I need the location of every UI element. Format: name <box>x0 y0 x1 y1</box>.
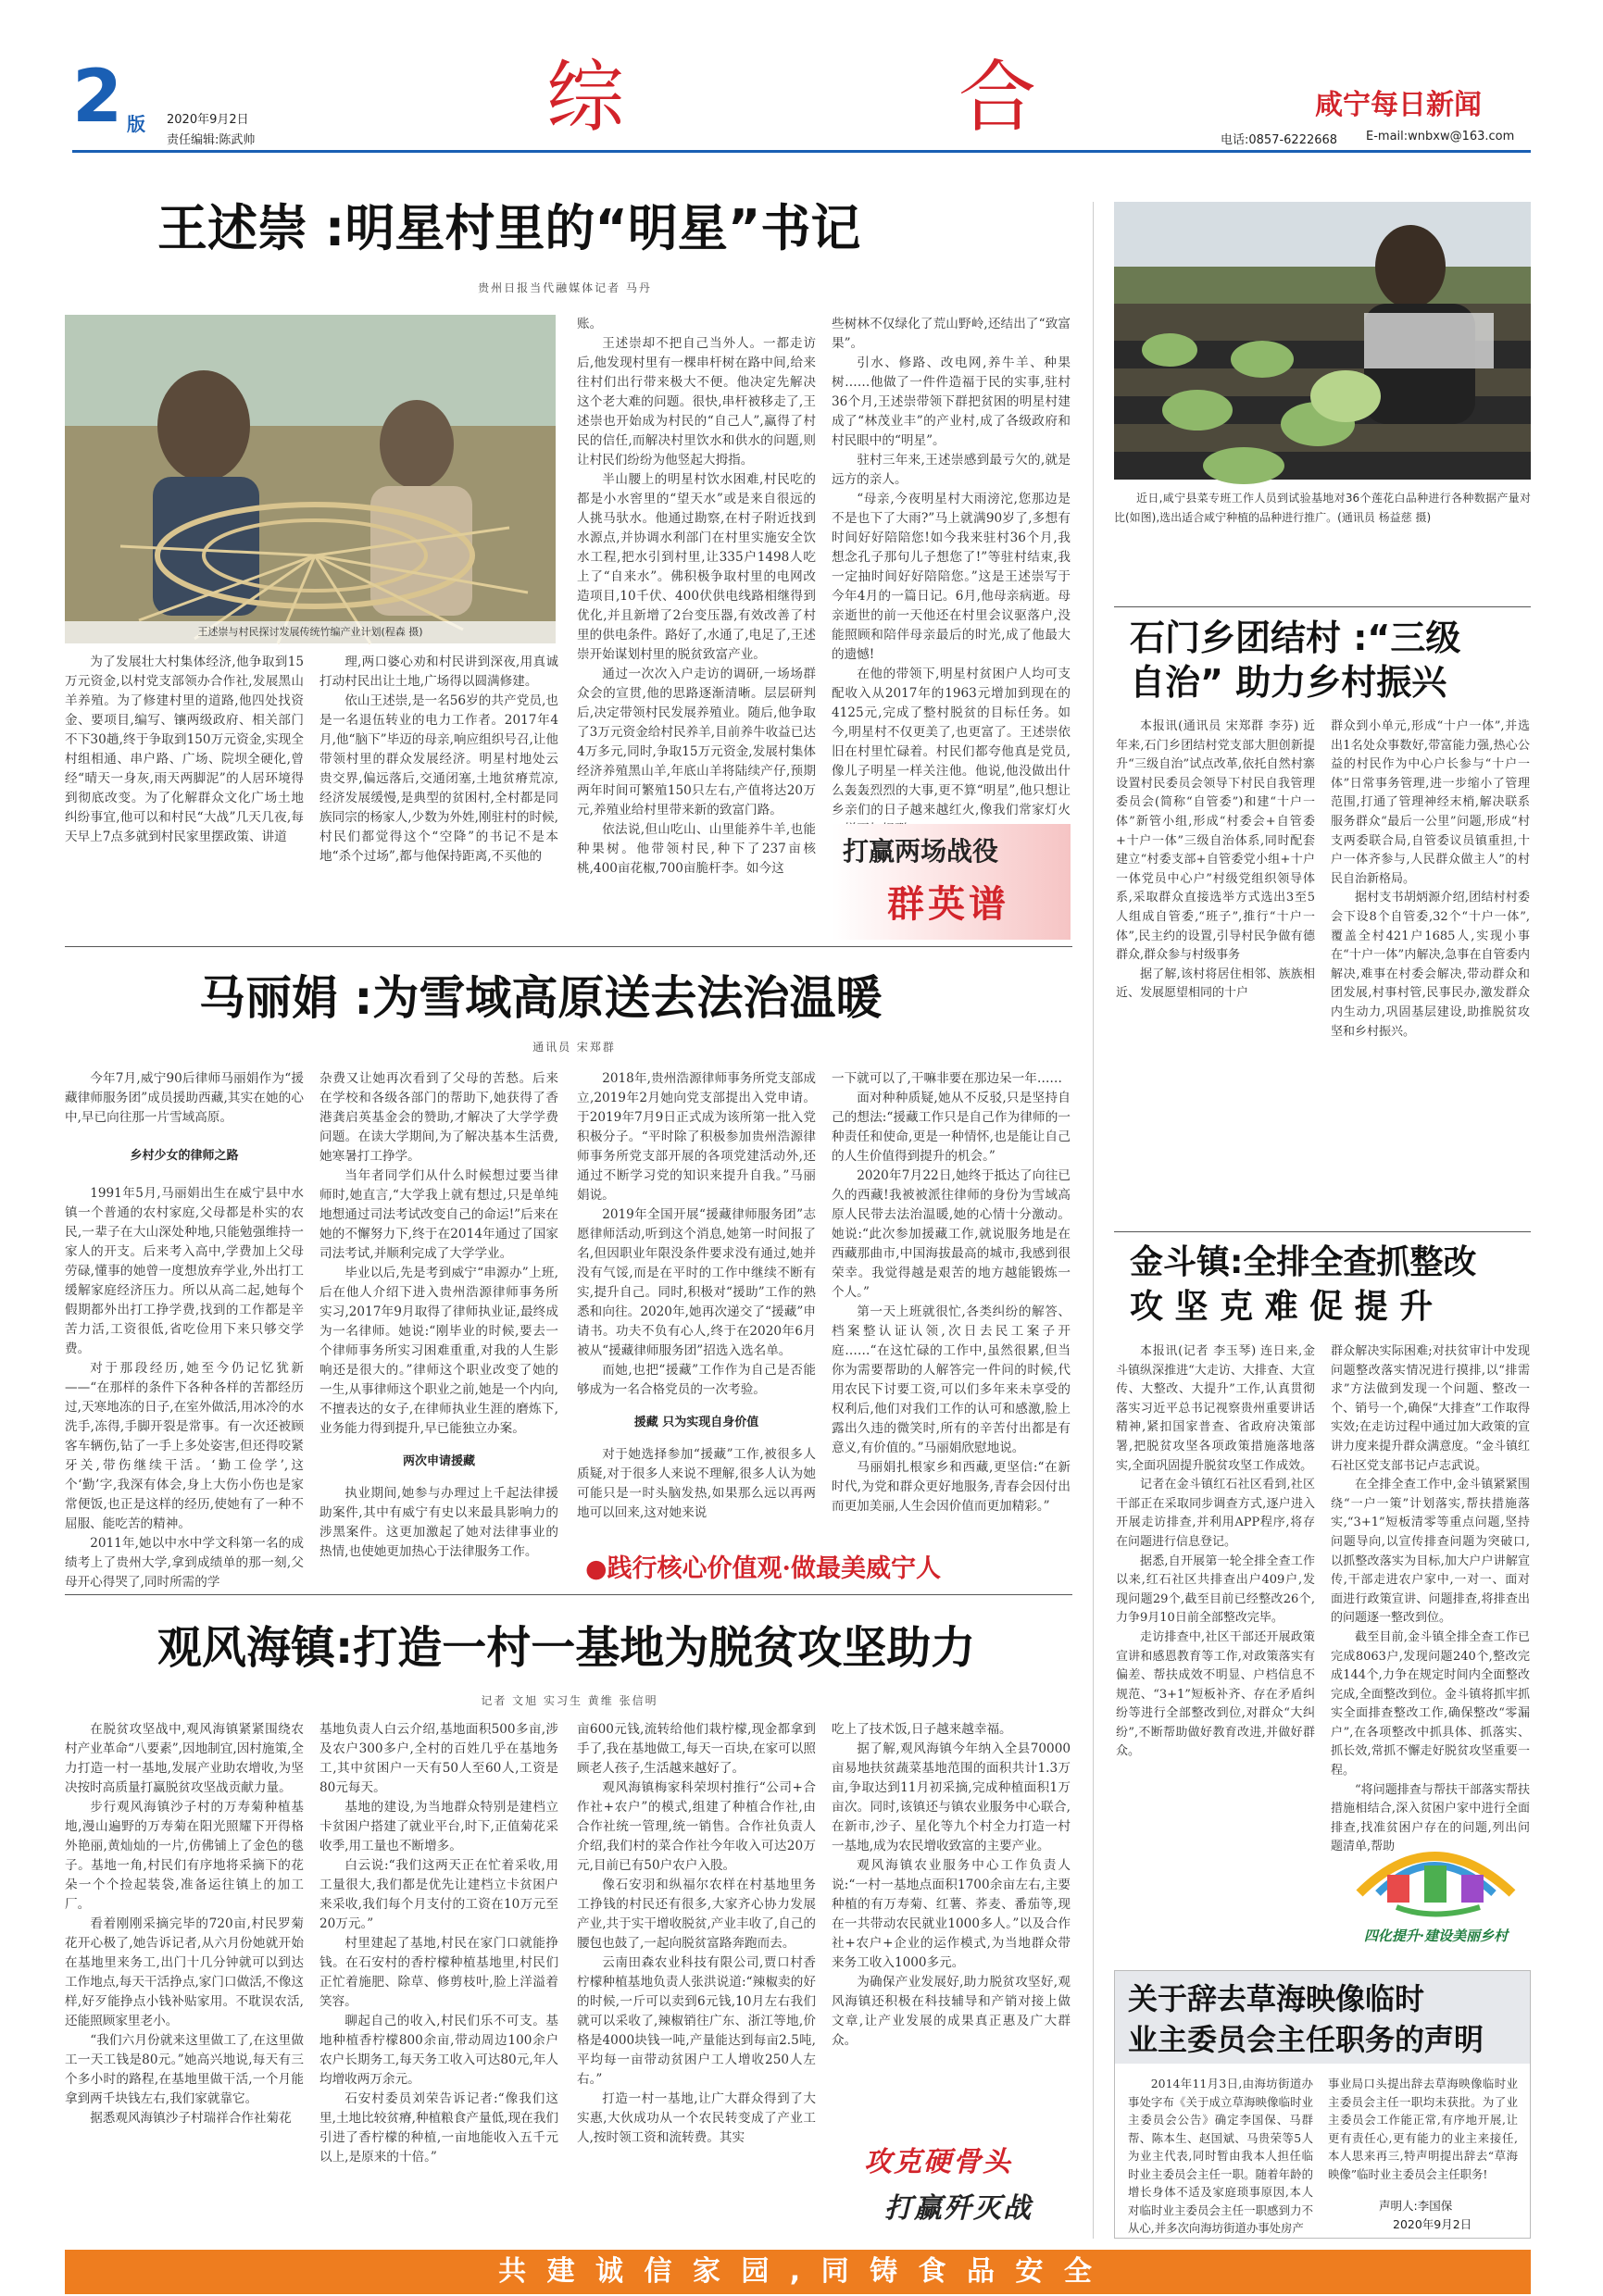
statement-col2: 事业局口头提出辞去草海映像临时业主委员会主任一职均未获批。为了业主委员会工作能正常,有序地开展,让更有责任心,更有能力的业主来接任,本人思来再三,特声明提出辞去“草海映像”临时业主委员会主任职务! <box>1328 2077 1518 2181</box>
article1-col2: 理,两口婆心劝和村民讲到深夜,用真诚打动村民出让土地,广场得以圆满修建。 依山王述崇,是一名56岁的共产党员,也是一名退伍转业的电力工作者。2017年4月,他“脑下”毕迈的母亲,响应组织号召,让他带领村里的群众发展经济。明星村地处云贵交界,偏远落后,交通闭塞,土地贫瘠荒凉,经济发展缓慢,是典型的贫困村,全村都是同族同宗的杨家人,少数为外姓,刚驻村的时候,村民们都觉得这个“空降”的书记不是本地“杀个过场”,都与他保持距离,不买他的 <box>319 655 558 864</box>
section-char-2: 合 <box>958 52 1037 143</box>
masthead-rule <box>72 150 1531 153</box>
banner1-line2: 群英谱 <box>887 882 1009 926</box>
article2-col2: 杂费又让她再次看到了父母的苦愁。后来在学校和各级各部门的帮助下,她获得了香港龚启英基金会的赞助,才解决了大学学费问题。在读大学期间,为了解决基本生活费,她寒暑打工挣学。 当年者同学们从什么时候想过要当律师时,她直言,“大学我上就有想过,只是单纯地想通过司法考试改变自己的命运!”后来在她的不懈努力下,终于在2014年通过了国家司法考试,并顺利完成了大学学业。 毕业以后,先是考到威宁“串源办”上班,后在他人介绍下进入贵州浩源律师事务所实习,2017年9月取得了律师执业证,最终成为一名律师。她说:“刚毕业的时候,要去一个律师事务所实习困难重重,对我的人生影响还是很大的。”律师这个职业改变了她的一生,从事律师这个职业之前,她是一个内向,不擅表达的女子,在律师执业生涯的磨炼下,业务能力得到提升,早已能独立办案。 两次申请援藏 执业期间,她参与办理过上千起法律援助案件,其中有威宁有史以来最具影响力的涉黑案件。这更加激起了她对法律事业的热情,也使她更加热心于法律服务工作。 <box>319 1071 558 1559</box>
article2-col3: 2018年,贵州浩源律师事务所党支部成立,2019年2月她向党支部提出入党申请。于2019年7月9日正式成为该所第一批入党积极分子。“平时除了积极参加贵州浩源律师事务所党支部开展的各项党建活动外,还通过不断学习党的知识来提升自我。”马丽娟说。 2019年全国开展“援藏律师服务团”志愿律师活动,听到这个消息,她第一时间报了名,但因职业年限没条件要求没有通过,她并没有气馁,而是在平时的工作中继续不断有实,提升自己。同时,积极对“援助”工作的熟悉和向往。2020年,她再次递交了“援藏”申请书。功夫不负有心人,终于在2020年6月被从“援藏律师服务团”招选入选名单。 而她,也把“援藏”工作作为自己是否能够成为一名合格党员的一次考验。 援藏 只为实现自身价值 对于她选择参加“援藏”工作,被很多人质疑,对于很多人来说不理解,很多人认为她可能只是一时头脑发热,如果那么远以再两地可以回来,这对她来说 <box>577 1071 816 1520</box>
paper-name: 咸宁每日新闻 <box>1315 89 1482 121</box>
rural-construction-logo <box>1341 1819 1531 1958</box>
statement-date: 2020年9月2日 <box>1393 2217 1472 2231</box>
article3-col1: 在脱贫攻坚战中,观风海镇紧紧围绕农村产业革命“八要素”,因地制宜,因村施策,全力打造一村一基地,发展产业助农增收,为坚决按时高质量打赢脱贫攻坚战贡献力量。 步行观风海镇沙子村的万寿菊种植基地,漫山遍野的万寿菊在阳光照耀下开得格外艳丽,黄灿灿的一片,仿佛铺上了金色的毯子。基地一角,村民们有序地将采摘下的花朵一个个捡起装袋,准备运往镇上的加工厂。 看着刚刚采摘完毕的720亩,村民罗菊花开心极了,她告诉记者,从六月份她就开始在基地里来务工,出门十几分钟就可以到达工作地点,每天干活挣点,家门口做活,不像这样,好歹能挣点小钱补贴家用。不耽误农活,还能照顾家里老小。 “我们六月份就来这里做工了,在这里做工一天工钱是80元。”她高兴地说,每天有三个多小时的路程,在基地里做干活,一个月能拿到两千块钱左右,我们家就靠它。 据悉观风海镇沙子村瑞祥合作社菊花 <box>65 1722 304 2126</box>
masthead <box>0 0 1603 157</box>
banner3-line1: 攻克硬骨头 <box>864 2146 1012 2178</box>
page-number: 2 <box>72 56 123 139</box>
jindou-title-line1: 金斗镇:全排全查抓整改 <box>1130 1243 1477 1281</box>
shimen-title-line2: 自治” 助力乡村振兴 <box>1130 662 1447 703</box>
article3-title: 观风海镇:打造一村一基地为脱贫攻坚助力 <box>157 1622 976 1674</box>
footer-banner <box>65 2250 1531 2294</box>
article2-col4: 一下就可以了,干嘛非要在那边呆一年…… 面对种种质疑,她从不反驳,只是坚持自己的想法:“援藏工作只是自己作为律师的一种责任和使命,更是一种情怀,也是能让自己的人生价值得到提升的机会。” 2020年7月22日,她终于抵达了向往已久的西藏!我被被派往律师的身份为雪域高原人民带去法治温暖,她的心情十分激动。她说:“此次参加援藏工作,就说服务地是在西藏那曲市,中国海拔最高的城市,我感到很荣幸。我觉得越是艰苦的地方越能锻炼一个人。” 第一天上班就很忙,各类纠纷的解答、档案整认证认领,次日去民工案子开庭……“在这忙碌的工作中,虽然很累,但当你为需要帮助的人解答完一件问的时候,代用农民下讨要工资,可以们多年来未享受的权利后,他们对我们工作的认可和感激,脸上露出久违的微笑时,所有的辛苦付出都是有意义,有价值的。”马丽娟欣慰地说。 马丽娟扎根家乡和西藏,更坚信:“在新时代,为党和群众更好地服务,青春会因付出而更加美丽,人生会因价值而更加精彩。” <box>832 1071 1071 1514</box>
article1-photo <box>65 315 556 643</box>
footer-slogan: 共 建 诚 信 家 园 , 同 铸 食 品 安 全 <box>498 2255 1097 2288</box>
statement-title-line1: 关于辞去草海映像临时 <box>1128 1981 1425 2016</box>
article1-col4: 些树林不仅绿化了荒山野岭,还结出了“致富果”。 引水、修路、改电网,养牛羊、种果树……他做了一件件造福于民的实事,驻村36个月,王述崇带领下群把贫困的明星村建成了“林茂业丰”的产业村,成了各级政府和村民眼中的“明星”。 驻村三年来,王述崇感到最亏欠的,就是远方的亲人。 “母亲,今夜明星村大雨滂沱,您那边是不是也下了大雨?”马上就满90岁了,多想有时间好好陪陪您!如今我来驻村36个月,我想念孔子那句儿子想您了!”等驻村结束,我一定抽时间好好陪陪您。”这是王述崇写于今年4月的一篇日记。6月,他母亲病逝。母亲逝世的前一天他还在村里会议驱落户,没能照顾和陪伴母亲最后的时光,成了他最大的遗憾! 在他的带领下,明星村贫困户人均可支配收入从2017年的1963元增加到现在的4125元,完成了整村脱贫的目标任务。如今,明星村不仅更美了,也更富了。王述崇依旧在村里忙碌着。村民们都夸他真是党员,像儿子明星一样关注他。他说,他没做出什么轰轰烈烈的大事,更不算“明星”,他只想让乡亲们的日子越来越红火,像我们常家灯火 <box>832 317 1071 817</box>
jindou-col2: 群众解决实际困难;对扶贫审计中发现问题整改落实情况进行摸排,以“排需求”方法做到发现一个问题、整改一个、销号一个,确保“大排查”工作取得实效;在走访过程中通过加大政策的宣讲力度来提升群众满意度。“金斗镇红石社区党支部书记卢志武说。 在全排全查工作中,金斗镇紧紧围绕“一户一策”计划落实,帮扶措施落实,“3+1”短板清零等重点问题,坚持问题导向,以宣传排查问题为突破口,以抓整改落实为目标,加大户户讲解宣传,干部走进农户家中,一对一、面对面进行政策宣讲、问题排查,将排查出的问题逐一整改到位。 截至目前,金斗镇全排全查工作已完成8063户,发现问题240个,整改完成144个,力争在规定时间内全面整改完成,全面整改到位。金斗镇将抓牢抓实全面排查整改工作,确保整改“零漏户”,在各项整改中抓具体、抓落实、抓长效,常抓不懈走好脱贫攻坚重要一程。 “将问题排查与帮扶干部落实帮扶措施相结合,深入贫困户家中进行全面排查,找准贫困户存在的问题,列出问题清单,帮助 <box>1331 1344 1530 1854</box>
article2-subhead2: 两次申请援藏 <box>402 1454 475 1468</box>
page-unit: 版 <box>127 113 145 135</box>
statement-signature: 声明人:李国保 <box>1379 2199 1453 2213</box>
section-char-1: 综 <box>546 52 625 143</box>
article2-title: 马丽娟 :为雪域高原送去法治温暖 <box>199 971 883 1025</box>
qunyingpu-banner <box>832 824 1071 940</box>
logo-caption: 四化提升·建设美丽乡村 <box>1363 1928 1509 1944</box>
article3-byline: 记者 文旭 实习生 黄维 张信明 <box>481 1694 658 1707</box>
shimen-col2: 群众到小单元,形成“十户一体”,并选出1名处众事数好,带富能力强,热心公益的村民作为中心户长参与“十户一体”日常事务管理,进一步缩小了管理范围,打通了管理神经末梢,解决联系服务群众“最后一公里”问题,形成“村支两委联合局,自管委议员镇重担,十户一体齐参与,人民群众做主人”的村民自治新格局。 据村支书胡炳源介绍,团结村村委会下设8个自管委,32个“十户一体”,覆盖全村421户1685人,实现小事在“十户一体”内解决,急事在自管委内解决,难事在村委会解决,带动群众和团发展,村事村管,民事民办,激发群众内生动力,巩固基层建设,助推脱贫攻坚和乡村振兴。 <box>1331 719 1530 1039</box>
statement-title-line2: 业主委员会主任职务的声明 <box>1128 2022 1484 2057</box>
banner3-line2: 打赢歼灭战 <box>884 2192 1033 2225</box>
statement-box <box>1114 1970 1531 2239</box>
cabbage-photo <box>1114 202 1531 480</box>
shimen-col1: 本报讯(通讯员 宋郑群 李芬) 近年来,石门乡团结村党支部大胆创新提升“三级自治”试点改革,依托自然村寨设置村民委员会领导下村民自我管理委员会(简称“自管委”)和建“十户一体”新管小组,形成“村委会+自管委+十户一体”三级自治体系,同时配套建立“村委支部+自管委党小组+十户一体党员中心户”村级党组织领导体系,采取群众直接选举方式选出3至5人组成自管委,“班子”,推行“十户一体”,民主约的设置,引导村民争做有德群众,群众参与村级事务 据了解,该村将居住相邻、族族相近、发展愿望相同的十户 <box>1116 719 1315 1001</box>
bamboo-weaving-scene <box>65 315 556 643</box>
article3-col4: 吃上了技术饭,日子越来越幸福。 据了解,观风海镇今年纳入全县70000亩易地扶贫蔬菜基地范围的面积共计1.3万亩,争取达到11月初采摘,完成种植面积1万亩次。同时,该镇还与镇农业服务中心联合,在新市,沙子、星化等九个村全力打造一村一基地,成为农民增收致富的主要产业。 观风海镇农业服务中心工作负责人说:“一村一基地点面积1700余亩左右,主要种植的有万寿菊、红薯、荞麦、番茄等,现在一共带动农民就业1000多人。”以及合作社+农户+企业的运作模式,为当地群众带来务工收入1000多元。 为确保产业发展好,助力脱贫攻坚好,观风海镇还积极在科技辅导和产销对接上做文章,让产业发展的成果真正惠及广大群众。 <box>832 1722 1071 2048</box>
contact-phone: 电话:0857-6222668 <box>1221 133 1338 147</box>
article1-photo-caption: 王述崇与村民探讨发展传统竹编产业计划(程森 摄) <box>65 621 556 643</box>
article2-col1: 今年7月,威宁90后律师马丽娟作为“援藏律师服务团”成员援助西藏,其实在她的心中,早已向往那一片雪域高原。 乡村少女的律师之路 1991年5月,马丽娟出生在威宁县中水镇一个普通的农村家庭,父母都是朴实的农民,一辈子在大山深处种地,只能勉强维持一家人的开支。后来考入高中,学费加上父母劳碌,懂事的她曾一度想放弃学业,外出打工缓解家庭经济压力。所以从高二起,她每个假期都外出打工挣学费,找到的工作都是辛苦力活,工资很低,省吃俭用下来只够交学费。 对于那段经历,她至今仍记忆犹新——“在那样的条件下各种各样的苦都经历过,天寒地冻的日子,在室外做活,用冰冷的水洗手,冻得,手脚开裂是常事。有一次还被顾客车辆伤,钻了一手上多处姿害,但还得咬紧牙关,带伤继续干活。‘勤工俭学’,这个‘勤’字,我深有体会,身上大伤小伤也是家常便饭,也正是这样的经历,使她有了一种不屈服、能吃苦的精神。 2011年,她以中水中学文科第一名的成绩考上了贵州大学,拿到成绩单的那一刻,父母开心得哭了,同时所需的学 <box>65 1071 304 1590</box>
article3-col3: 亩600元钱,流转给他们栽柠檬,现金都拿到手了,我在基地做工,每天一百块,在家可以照顾老人孩子,生活越来越好了。 观风海镇梅家科荣坝村推行“公司+合作社+农户”的模式,组建了种植合作社,由合作社统一管理,统一销售。合作社负责人介绍,我们村的菜合作社今年收入可达20万元,目前已有50户农户入股。 像石安羽和纵福尔农样在村基地里务工挣钱的村民还有很多,大家齐心协力发展产业,共于实干增收脱贫,产业丰收了,自己的腰包也鼓了,一起向脱贫富路奔跑而去。 云南田森农业科技有限公司,贾口村香柠檬种植基地负责人张洪说道:“辣椒卖的好的时候,一斤可以卖到6元钱,10月左右我们就可以采收了,辣椒销往广东、浙江等地,价格是4000块钱一吨,产量能达到每亩2.5吨,平均每一亩带动贫困户工人增收250人左右。” 打造一村一基地,让广大群众得到了大实惠,大伙成功从一个农民转变成了产业工人,按时领工资和流转费。其实 <box>577 1722 816 2145</box>
jindou-top-rule <box>1114 1231 1531 1232</box>
contact-email: E-mail:wnbxw@163.com <box>1366 130 1515 144</box>
house-logo-icon <box>1341 1819 1531 1921</box>
article1-col3: 账。 王述崇却不把自己当外人。一都走访后,他发现村里有一棵串杆树在路中间,给来往村们出行带来极大不便。他决定先解决这个老大难的问题。很快,串杆被移走了,王述崇也开始成为村民的“自己人”,赢得了村民的信任,而解决村里饮水和供水的问题,则让村民们纷纷为他竖起大拇指。 半山腰上的明星村饮水困难,村民吃的都是小水窖里的“望天水”或是来自很远的人挑马驮水。他通过勘察,在村子附近找到水源点,并协调水利部门在村里实施安全饮水工程,把水引到村里,让335户1498人吃上了“自来水”。佛积极争取村里的电网改造项目,10千伏、400伏供电线路相继得到优化,并且新增了2台变压器,有效改善了村里的供电条件。路好了,水通了,电足了,王述崇开始谋划村里的脱贫致富产业。 通过一次次入户走访的调研,一场场群众会的宣贯,他的思路逐渐清晰。层层研判后,决定带领村民发展养殖业。随后,他争取了3万元资金给村民养羊,目前养牛收益已达4万多元,同时,争取15万元资金,发展村集体经济养殖黑山羊,年底山羊将陆续产仔,预期两年时间可繁殖150只左右,产值将达20万元,养殖业给村里带来新的致富门路。 依法说,但山吃山、山里能养牛羊,也能种果树。他带领村民,种下了237亩核桃,400亩花椒,700亩脆杆李。如今这 <box>577 317 816 876</box>
section-rule-2 <box>65 1594 1072 1595</box>
jindou-title-line2: 攻 坚 克 难 促 提 升 <box>1130 1288 1434 1326</box>
shimen-top-rule <box>1114 606 1531 607</box>
editor-credit: 责任编辑:陈武帅 <box>167 133 256 147</box>
statement-col1: 2014年11月3日,由海坊街道办事处字布《关于成立草海映像临时业主委员会公告》确定李国保、马群帮、陈本生、赵国斌、马贵荣等5人为业主代表,同时暂由我本人担任临时业主委员会主任一职。随着年龄的增长身体不适及家庭琐事原因,本人对临时业主委员会主任一职感到力不从心,并多次向海坊街道办事处房产 <box>1128 2077 1313 2235</box>
jindou-col1: 本报讯(记者 李玉琴) 连日来,金斗镇纵深推进“大走访、大排查、大宣传、大整改、大提升”工作,认真贯彻落实习近平总书记视察贵州重要讲话精神,紧扣国家普查、省政府决策部署,把脱贫攻坚各项政策措施落地落实,全面巩固提升脱贫攻坚工作成效。 记者在金斗镇红石社区看到,社区干部正在采取同步调查方式,逐户进入开展走访排查,并利用APP程序,将存在问题进行信息登记。 据悉,自开展第一轮全排全查工作以来,红石社区共排查出户409户,发现问题29个,截至目前已经整改26个,力争9月10日前全部整改完毕。 走访排查中,社区干部还开展政策宣讲和感恩教育等工作,对政策落实有偏差、帮扶成效不明显、户档信息不规范、“3+1”短板补齐、存在矛盾纠纷等进行全部整改到位,对群众“大纠纷”,不断帮助做好教育改进,并做好群众。 <box>1116 1344 1315 1759</box>
article1-title: 王述崇 :明星村里的“明星”书记 <box>157 199 861 257</box>
article2-subhead1: 乡村少女的律师之路 <box>130 1149 239 1163</box>
section-rule-1 <box>65 946 1072 947</box>
article3-col2: 基地负责人白云介绍,基地面积500多亩,涉及农户300多户,全村的百姓几乎在基地务工,其中贫困户一天有50人至60人,工资是80元每天。 基地的建设,为当地群众特别是建档立卡贫困户搭建了就业平台,时下,正值菊花采收季,用工量也不断增多。 白云说:“我们这两天正在忙着采收,用工量很大,我们都是优先让建档立卡贫困户来采收,我们每个月支付的工资在10万元至20万元。” 村里建起了基地,村民在家门口就能挣钱。在石安村的香柠檬种植基地里,村民们正忙着施肥、除草、修剪枝叶,脸上洋溢着笑容。 聊起自己的收入,村民们乐不可支。基地种植香柠檬800余亩,带动周边100余户农户长期务工,每天务工收入可达80元,年人均增收两万余元。 石安村委员刘荣告诉记者:“像我们这里,土地比较贫瘠,种植粮食产量低,现在我们引进了香柠檬的种植,一亩地能收入五千元以上,是原来的十倍。” <box>319 1722 558 2165</box>
article2-subhead3: 援藏 只为实现自身价值 <box>633 1416 759 1429</box>
article1-col1: 为了发展壮大村集体经济,他争取到15万元资金,以村党支部领办合作社,发展黑山羊养殖。为了修建村里的道路,他四处找资金、要项目,编写、镶两级政府、相关部门不下30趟,终于争取到150万元资金,实现全村组相通、串户路、广场、院坝全硬化,曾经“晴天一身灰,雨天两脚泥”的人居环境得到彻底改变。为了化解群众文化广场土地纠纷事宜,他可以和村民“大战”几天几夜,每天早上7点多就到村民家里摆政策、讲道 <box>65 655 304 844</box>
article1-byline: 贵州日报当代融媒体记者 马丹 <box>478 281 652 294</box>
shimen-title-line1: 石门乡团结村 :“三级 <box>1130 618 1461 658</box>
core-values-banner: ●践行核心价值观·做最美威宁人 <box>585 1554 941 1583</box>
cabbage-field-scene <box>1114 202 1531 480</box>
article2-byline: 通讯员 宋郑群 <box>532 1041 616 1054</box>
banner1-line1: 打赢两场战役 <box>843 836 999 867</box>
cabbage-photo-caption: 近日,咸宁县菜专班工作人员到试验基地对36个莲花白品种进行各种数据产量对比(如图),选出适合咸宁种植的品种进行推广。(通讯员 杨益慈 摄) <box>1114 492 1531 524</box>
gongjian-banner <box>847 2134 1070 2231</box>
column-divider-right <box>1093 202 1094 2239</box>
issue-date: 2020年9月2日 <box>167 113 249 127</box>
